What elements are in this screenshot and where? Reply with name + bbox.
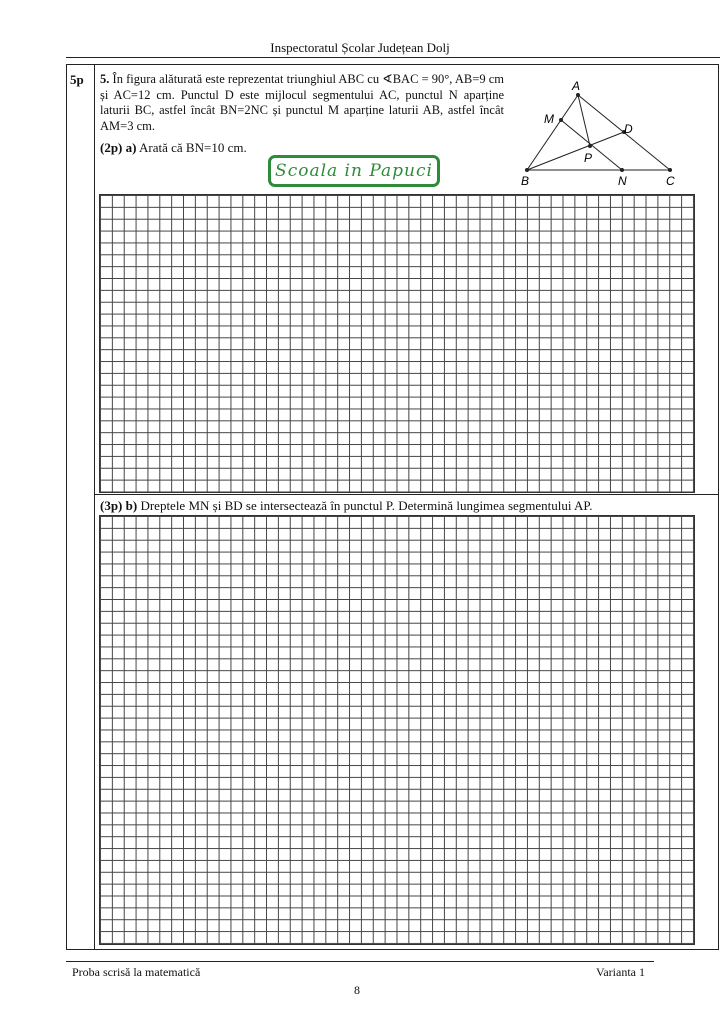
point-a: [576, 93, 580, 97]
label-m: M: [544, 112, 554, 126]
label-d: D: [624, 122, 633, 136]
part-a-text: Arată că BN=10 cm.: [139, 140, 247, 155]
part-a-points: (2p) a): [100, 140, 137, 155]
point-n: [620, 168, 624, 172]
triangle-figure: [510, 78, 710, 188]
side-ab: [527, 95, 578, 170]
answer-grid-a[interactable]: [99, 194, 695, 493]
problem-text: În figura alăturată este reprezentat triunghiul ABC cu ∢BAC = 90°, AB=9 cm și AC=12 cm. Punctul D este mijlocul segmentului AC, punctul N aparține laturii BC, astfel încât BN=2NC și punctul M aparține laturii AB, astfel încât AM=3 cm.: [100, 72, 505, 133]
points-column-divider: [94, 64, 95, 950]
segment-bd: [527, 132, 624, 170]
watermark-logo: Scoala in Papuci: [268, 155, 440, 187]
header-rule: [66, 57, 720, 58]
part-b-text: Dreptele MN și BD se intersectează în punctul P. Determină lungimea segmentului AP.: [140, 498, 593, 513]
point-m: [559, 118, 563, 122]
problem-statement: [100, 72, 504, 134]
label-b: B: [521, 174, 530, 188]
label-a: A: [572, 79, 581, 93]
problem-number: 5.: [100, 72, 110, 86]
page-number: 8: [354, 983, 360, 997]
point-p: [588, 144, 592, 148]
footer-rule: [66, 961, 654, 962]
part-divider: [94, 494, 718, 495]
answer-grid-b[interactable]: [99, 515, 695, 945]
footer-left: Proba scrisă la matematică: [72, 965, 201, 979]
label-n: N: [618, 174, 627, 188]
footer-right: Varianta 1: [596, 965, 645, 979]
point-c: [668, 168, 672, 172]
point-b: [525, 168, 529, 172]
page-header: Inspectoratul Școlar Județean Dolj: [270, 40, 450, 55]
label-p: P: [584, 151, 593, 165]
part-b-points: (3p) b): [100, 498, 138, 513]
problem-points: 5p: [70, 72, 84, 87]
part-b-question: [100, 498, 592, 514]
label-c: C: [666, 174, 675, 188]
part-a-question: [100, 140, 247, 156]
